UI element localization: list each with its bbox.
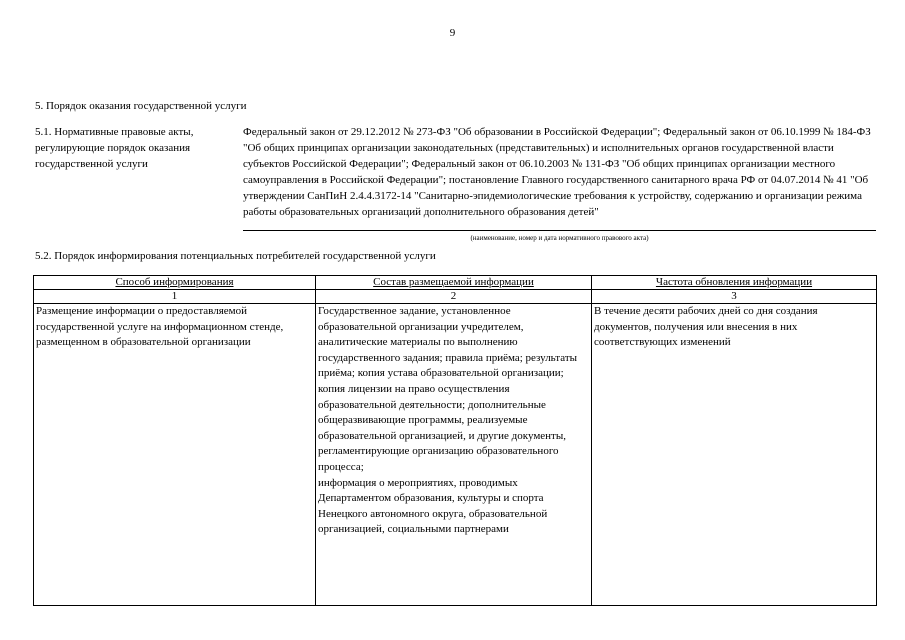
column-number: 1: [34, 290, 316, 304]
table-header-cell: Способ информирования: [34, 276, 316, 290]
column-number: 3: [592, 290, 877, 304]
table-header-row: [34, 276, 877, 290]
method-cell: Размещение информации о предоставляемой государственной услуге на информационном стенде, размещенном в образовательной организации: [34, 304, 316, 606]
page-number: 9: [449, 27, 456, 39]
info-heading: 5.2. Порядок информирования потенциальных потребителей государственной услуги: [35, 250, 436, 262]
table-header-cell: Частота обновления информации: [592, 276, 877, 290]
section-heading: 5. Порядок оказания государственной услуги: [35, 100, 247, 112]
table-number-row: [34, 290, 877, 304]
legal-acts-caption: (наименование, номер и дата нормативного правового акта): [470, 234, 649, 242]
legal-acts-underline: [243, 230, 876, 231]
legal-acts-text: Федеральный закон от 29.12.2012 № 273-ФЗ "Об образовании в Российской Федерации"; Федеральный закон от 06.10.1999 № 184-ФЗ "Об общих принципах организации законодательных (представительных) и исполнительных органов государственной власти субъектов Российской Федерации"; Федеральный закон от 06.10.2003 № 131-ФЗ "Об общих принципах организации местного самоуправления в Российской Федерации"; постановление Главного государственного санитарного врача РФ от 04.07.2014 № 41 "Об утверждении СанПиН 2.4.4.3172-14 "Санитарно-эпидемиологические требования к устройству, содержанию и организации режима работы образовательных организаций дополнительного образования детей": [243, 126, 871, 218]
legal-acts-label: 5.1. Нормативные правовые акты, регулирующие порядок оказания государственной услуги: [35, 126, 194, 170]
info-table: [33, 275, 877, 606]
table-row: [34, 304, 877, 606]
frequency-cell: В течение десяти рабочих дней со дня создания документов, получения или внесения в них соответствующих изменений: [592, 304, 877, 606]
column-number: 2: [316, 290, 592, 304]
content-cell: Государственное задание, установленное образовательной организации учредителем, аналитические материалы по выполнению государственного задания; правила приёма; результаты приёма; копия устава образовательной организации; копия лицензии на право осуществления образовательной деятельности; дополнительные общеразвивающие программы, реализуемые образовательной организацией, и другие документы, регламентирующие организацию образовательного процесса; информация о мероприятиях, проводимых Департаментом образования, культуры и спорта Ненецкого автономного округа, образовательной организацией, социальными партнерами: [316, 304, 592, 606]
table-header-cell: Состав размещаемой информации: [316, 276, 592, 290]
